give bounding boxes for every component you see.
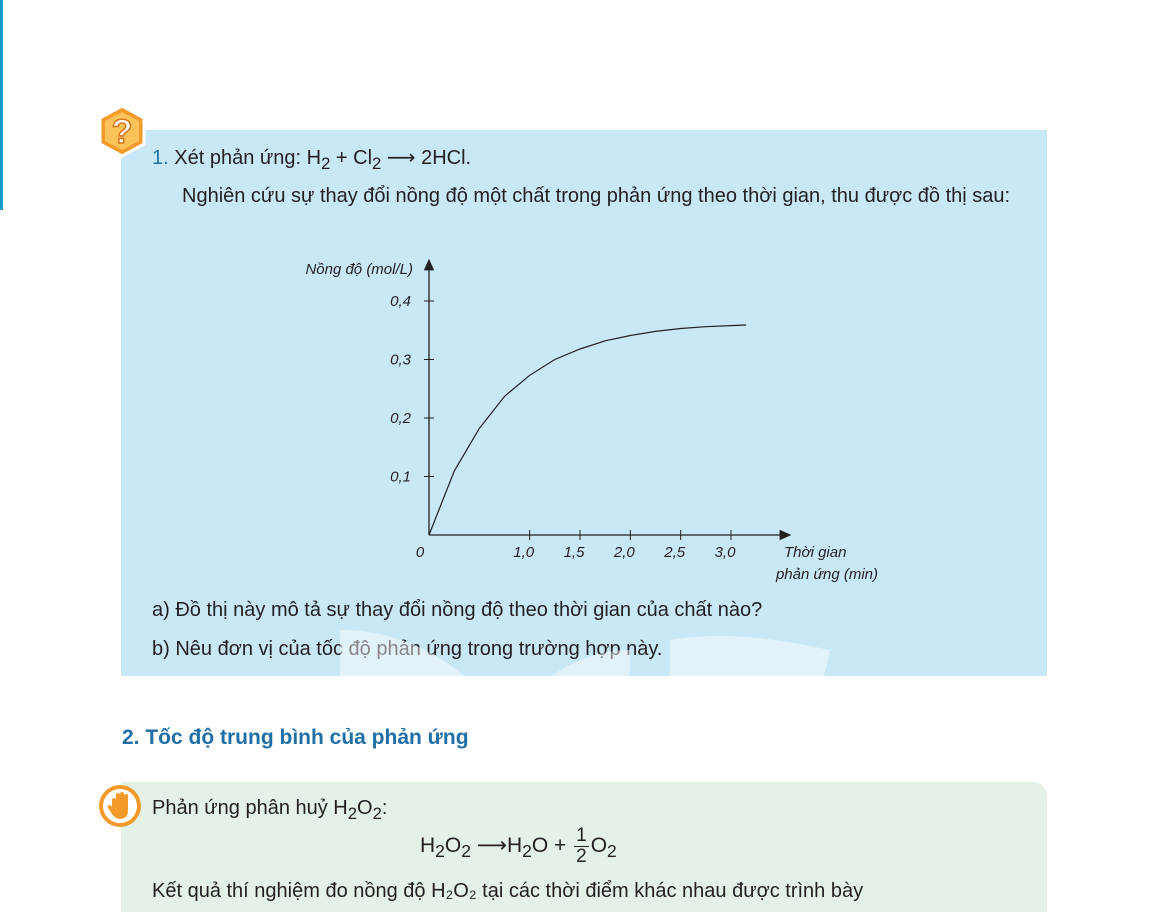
eq-fraction-denominator: 2 [576, 846, 587, 867]
activity-mid: O [357, 797, 373, 819]
svg-text:?: ? [111, 113, 133, 151]
question-intro: Nghiên cứu sự thay đổi nồng độ một chất trong phản ứng theo thời gian, thu được đồ thị sau: [182, 185, 1011, 207]
eq-fraction [574, 826, 589, 867]
eq-product-2: O [590, 834, 608, 858]
reaction-mid: + Cl [330, 147, 373, 169]
x-tick-label: 2,5 [664, 544, 686, 561]
eq-product-1: H [506, 834, 523, 858]
x-tick-label: 2,0 [613, 544, 635, 561]
y-tick-label: 0,1 [390, 468, 411, 486]
x-tick-label: 1,0 [513, 544, 535, 561]
eq-fraction-numerator: 1 [576, 825, 587, 846]
left-edge-rule [0, 0, 3, 210]
reaction-sub-2: 2 [372, 154, 382, 173]
reaction-prefix: Xét phản ứng: H [174, 147, 322, 169]
activity-suffix: : [381, 797, 388, 819]
x-tick-label: 1,5 [563, 544, 585, 561]
eq-product-1-o: O + [531, 834, 573, 858]
x-tick-label: 3,0 [714, 544, 736, 561]
reaction-product: 2HCl. [421, 147, 472, 169]
concentration-curve [429, 325, 746, 535]
eq-reactant: H [420, 834, 436, 858]
y-tick-label: 0,3 [390, 351, 411, 369]
eq-reactant-sub-2: 2 [461, 841, 471, 862]
eq-product-2-sub: 2 [607, 841, 617, 862]
y-tick-label: 0,4 [390, 293, 411, 310]
y-axis-label: Nồng độ (mol/L) [305, 261, 413, 278]
concentration-chart [270, 250, 910, 590]
activity-prefix: Phản ứng phân huỷ H [152, 797, 348, 819]
eq-product-1-sub: 2 [522, 841, 532, 862]
eq-reactant-o: O [444, 834, 462, 858]
question-part-a: a) Đồ thị này mô tả sự thay đổi nồng độ theo thời gian của chất nào? [152, 599, 763, 621]
question-line-1 [152, 145, 471, 177]
y-tick-label: 0,2 [390, 410, 411, 427]
activity-sub-2: 2 [372, 804, 382, 823]
activity-sub-1: 2 [347, 804, 358, 823]
section-heading: 2. Tốc độ trung bình của phản ứng [122, 726, 469, 749]
decomposition-equation [420, 826, 617, 867]
question-hexagon-icon [92, 100, 152, 164]
x-axis-label-line-1: Thời gian [784, 544, 847, 561]
eq-arrow: ⟶ [470, 834, 507, 858]
x-axis-label-line-2: phản ứng (min) [775, 566, 878, 583]
question-part-b: b) Nêu đơn vị của tốc độ phản ứng trong trường hợp này. [152, 638, 663, 660]
question-number: 1. [152, 147, 169, 169]
reaction-arrow: ⟶ [381, 147, 422, 169]
activity-line [152, 795, 387, 827]
activity-cut-text: Kết quả thí nghiệm đo nồng độ H₂O₂ tại các thời điểm khác nhau được trình bày [152, 880, 864, 902]
eq-reactant-sub-1: 2 [435, 841, 445, 862]
origin-label: 0 [415, 544, 425, 561]
raised-hand-icon [98, 784, 142, 828]
reaction-sub-1: 2 [321, 154, 331, 173]
